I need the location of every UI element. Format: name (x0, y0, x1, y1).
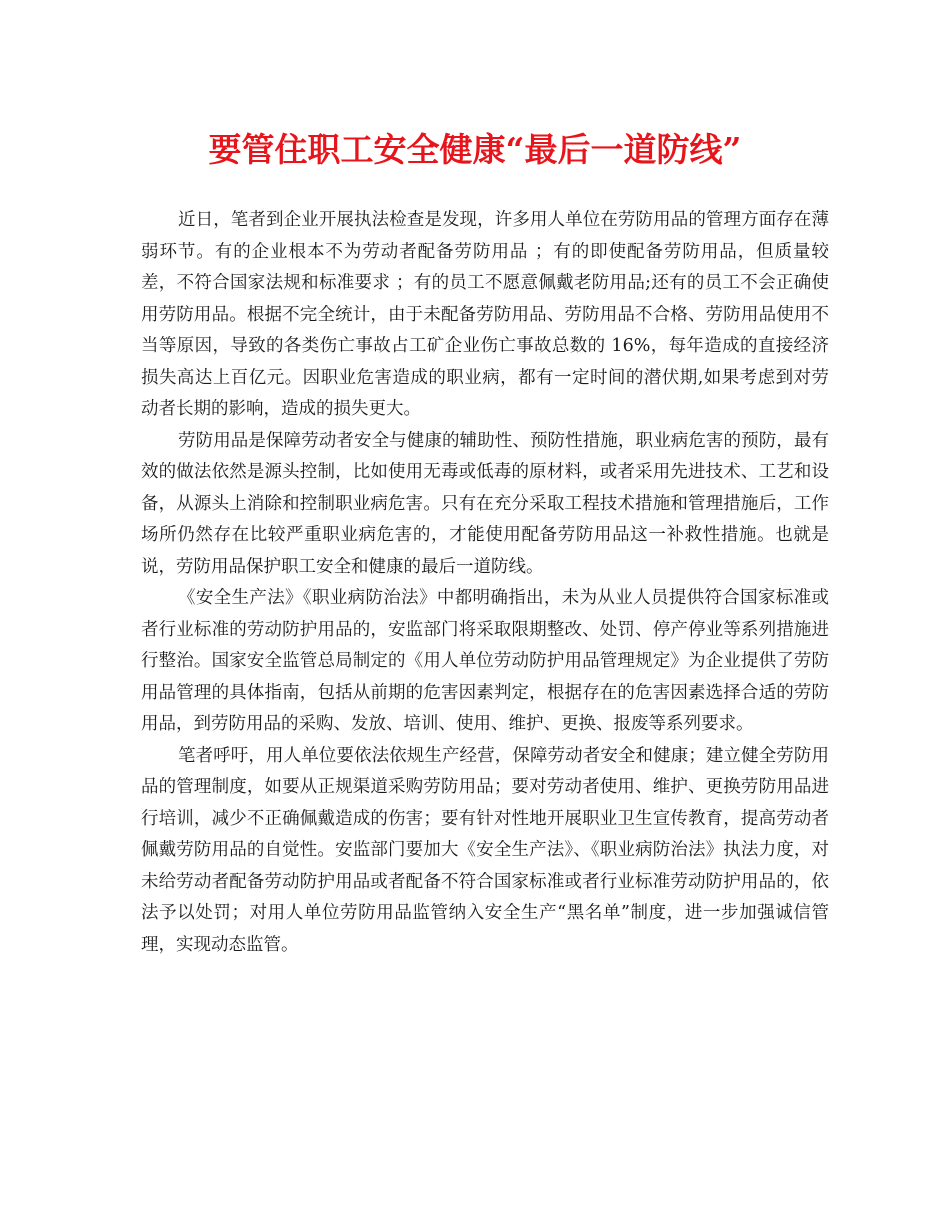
page-title: 要管住职工安全健康“最后一道防线” (208, 130, 742, 169)
paragraph-4: 笔者呼吁，用人单位要依法依规生产经营，保障劳动者安全和健康；建立健全劳防用品的管理制度，如要从正规渠道采购劳防用品；要对劳动者使用、维护、更换劳防用品进行培训，减少不正确佩戴造成的伤害；要有针对性地开展职业卫生宣传教育，提高劳动者佩戴劳防用品的自觉性。安监部门要加大《安全生产法》、《职业病防治法》执法力度，对未给劳动者配备劳动防护用品或者配备不符合国家标准或者行业标准劳动防护用品的，依法予以处罚；对用人单位劳防用品监管纳入安全生产“黑名单”制度，进一步加强诚信管理，实现动态监管。 (141, 745, 829, 955)
paragraph-3: 《安全生产法》《职业病防治法》中都明确指出，未为从业人员提供符合国家标准或者行业标准的劳动防护用品的，安监部门将采取限期整改、处罚、停产停业等系列措施进行整治。国家安全监管总局制定的《用人单位劳动防护用品管理规定》为企业提供了劳防用品管理的具体指南，包括从前期的危害因素判定，根据存在的危害因素选择合适的劳防用品，到劳防用品的采购、发放、培训、使用、维护、更换、报废等系列要求。 (141, 588, 829, 734)
article-body (141, 205, 829, 961)
paragraph-2: 劳防用品是保障劳动者安全与健康的辅助性、预防性措施，职业病危害的预防，最有效的做法依然是源头控制，比如使用无毒或低毒的原材料，或者采用先进技术、工艺和设备，从源头上消除和控制职业病危害。只有在充分采取工程技术措施和管理措施后，工作场所仍然存在比较严重职业病危害的，才能使用配备劳防用品这一补救性措施。也就是说，劳防用品保护职工安全和健康的最后一道防线。 (141, 430, 829, 577)
paragraph-1: 近日，笔者到企业开展执法检查是发现，许多用人单位在劳防用品的管理方面存在薄弱环节。有的企业根本不为劳动者配备劳防用品 ；有的即使配备劳防用品，但质量较差，不符合国家法规和标准要求 ；有的员工不愿意佩戴老防用品;还有的员工不会正确使用劳防用品。根据不完全统计，由于未配备劳防用品、劳防用品不合格、劳防用品使用不当等原因，导致的各类伤亡事故占工矿企业伤亡事故总数的 16%，每年造成的直接经济损失高达上百亿元。因职业危害造成的职业病，都有一定时间的潜伏期,如果考虑到对劳动者长期的影响，造成的损失更大。 (141, 210, 829, 419)
